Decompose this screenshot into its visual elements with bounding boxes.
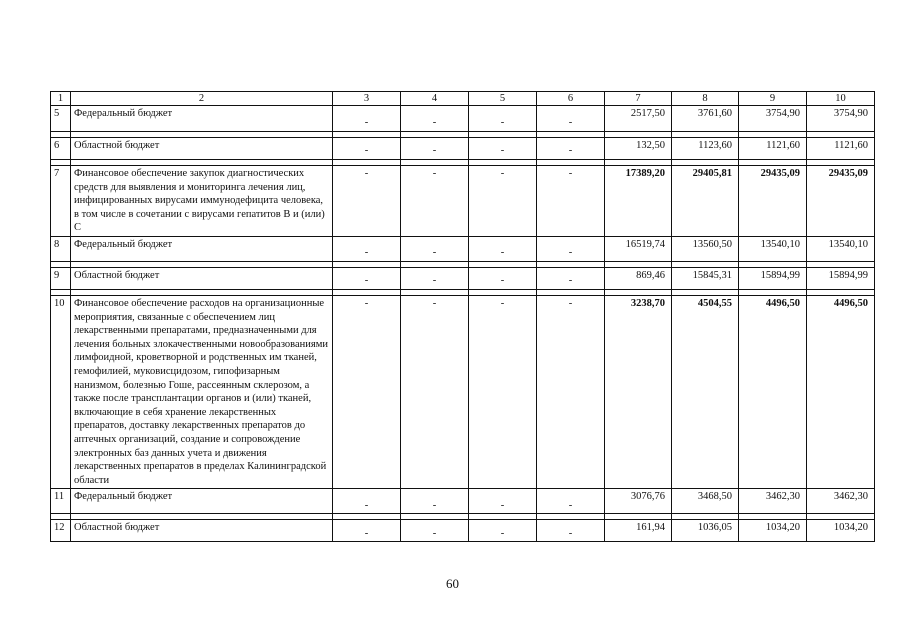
row-number: 5: [51, 106, 71, 132]
cell-col4: -: [401, 520, 469, 542]
cell-col7: 3076,76: [605, 489, 672, 514]
cell-col10: 3462,30: [807, 489, 875, 514]
row-number: 12: [51, 520, 71, 542]
cell-col4: -: [401, 267, 469, 289]
column-header: 5: [469, 92, 537, 106]
row-name: Областной бюджет: [71, 138, 333, 160]
table-row: [51, 520, 875, 542]
table-row: [51, 106, 875, 132]
cell-col7: 2517,50: [605, 106, 672, 132]
column-header: 2: [71, 92, 333, 106]
column-header: 3: [333, 92, 401, 106]
cell-col4: -: [401, 236, 469, 261]
row-name: Областной бюджет: [71, 267, 333, 289]
row-name: Финансовое обеспечение расходов на организационные мероприятия, связанные с обеспечением лиц лекарственными препаратами, предназначенными для лечения больных злокачественными новообразованиями лимфоидной, кроветворной и родственных им тканей, гемофилией, муковисцидозом, гипофизарным нанизмом, болезнью Гоше, рассеянным склерозом, а также после трансплантации органов и (или) тканей, включающие в себя хранение лекарственных препаратов, доставку лекарственных препаратов до аптечных организаций, создание и сопровождение электронных баз данных учета и движения лекарственных препаратов в пределах Калининградской области: [71, 295, 333, 488]
cell-col6: -: [537, 489, 605, 514]
cell-col3: -: [333, 106, 401, 132]
cell-col5: -: [469, 520, 537, 542]
cell-col4: -: [401, 166, 469, 237]
cell-col8: 15845,31: [672, 267, 739, 289]
cell-col10: 1121,60: [807, 138, 875, 160]
cell-col5: -: [469, 106, 537, 132]
row-number: 11: [51, 489, 71, 514]
row-name: Областной бюджет: [71, 520, 333, 542]
row-number: 8: [51, 236, 71, 261]
table-row: [51, 138, 875, 160]
cell-col6: -: [537, 267, 605, 289]
cell-col10: 13540,10: [807, 236, 875, 261]
cell-col10: 15894,99: [807, 267, 875, 289]
table-header-row: [51, 92, 875, 106]
cell-col8: 3761,60: [672, 106, 739, 132]
cell-col6: -: [537, 138, 605, 160]
cell-col10: 3754,90: [807, 106, 875, 132]
row-number: 9: [51, 267, 71, 289]
cell-col3: -: [333, 520, 401, 542]
cell-col6: -: [537, 520, 605, 542]
budget-table: [50, 91, 875, 542]
cell-col8: 29405,81: [672, 166, 739, 237]
cell-col9: 4496,50: [739, 295, 807, 488]
table-row: [51, 166, 875, 237]
cell-col4: -: [401, 138, 469, 160]
row-name: Федеральный бюджет: [71, 489, 333, 514]
cell-col10: 1034,20: [807, 520, 875, 542]
table-row: [51, 236, 875, 261]
cell-col7: 3238,70: [605, 295, 672, 488]
cell-col8: 1036,05: [672, 520, 739, 542]
column-header: 6: [537, 92, 605, 106]
table-row: [51, 295, 875, 488]
cell-col6: -: [537, 236, 605, 261]
row-name: Федеральный бюджет: [71, 106, 333, 132]
cell-col7: 161,94: [605, 520, 672, 542]
cell-col7: 17389,20: [605, 166, 672, 237]
cell-col3: -: [333, 267, 401, 289]
column-header: 10: [807, 92, 875, 106]
column-header: 4: [401, 92, 469, 106]
cell-col7: 16519,74: [605, 236, 672, 261]
row-number: 6: [51, 138, 71, 160]
cell-col9: 29435,09: [739, 166, 807, 237]
cell-col10: 4496,50: [807, 295, 875, 488]
column-header: 7: [605, 92, 672, 106]
cell-col3: -: [333, 236, 401, 261]
cell-col3: -: [333, 138, 401, 160]
cell-col9: 1121,60: [739, 138, 807, 160]
row-name: Финансовое обеспечение закупок диагностических средств для выявления и мониторинга лечения лиц, инфицированных вирусами иммунодефицита человека, в том числе в сочетании с вирусами гепатитов В и (или) С: [71, 166, 333, 237]
cell-col4: -: [401, 295, 469, 488]
cell-col5: -: [469, 295, 537, 488]
cell-col9: 15894,99: [739, 267, 807, 289]
cell-col5: -: [469, 138, 537, 160]
cell-col3: -: [333, 295, 401, 488]
cell-col8: 4504,55: [672, 295, 739, 488]
cell-col8: 1123,60: [672, 138, 739, 160]
cell-col9: 1034,20: [739, 520, 807, 542]
table-row: [51, 267, 875, 289]
cell-col5: -: [469, 267, 537, 289]
cell-col7: 869,46: [605, 267, 672, 289]
cell-col9: 3754,90: [739, 106, 807, 132]
cell-col9: 13540,10: [739, 236, 807, 261]
column-header: 8: [672, 92, 739, 106]
cell-col6: -: [537, 295, 605, 488]
cell-col9: 3462,30: [739, 489, 807, 514]
cell-col3: -: [333, 166, 401, 237]
cell-col8: 13560,50: [672, 236, 739, 261]
cell-col5: -: [469, 236, 537, 261]
page-number: 60: [446, 576, 459, 591]
cell-col6: -: [537, 166, 605, 237]
table-row: [51, 489, 875, 514]
cell-col6: -: [537, 106, 605, 132]
cell-col5: -: [469, 489, 537, 514]
cell-col8: 3468,50: [672, 489, 739, 514]
column-header: 9: [739, 92, 807, 106]
row-number: 7: [51, 166, 71, 237]
row-name: Федеральный бюджет: [71, 236, 333, 261]
cell-col5: -: [469, 166, 537, 237]
row-number: 10: [51, 295, 71, 488]
cell-col7: 132,50: [605, 138, 672, 160]
column-header: 1: [51, 92, 71, 106]
cell-col10: 29435,09: [807, 166, 875, 237]
cell-col4: -: [401, 106, 469, 132]
cell-col4: -: [401, 489, 469, 514]
cell-col3: -: [333, 489, 401, 514]
